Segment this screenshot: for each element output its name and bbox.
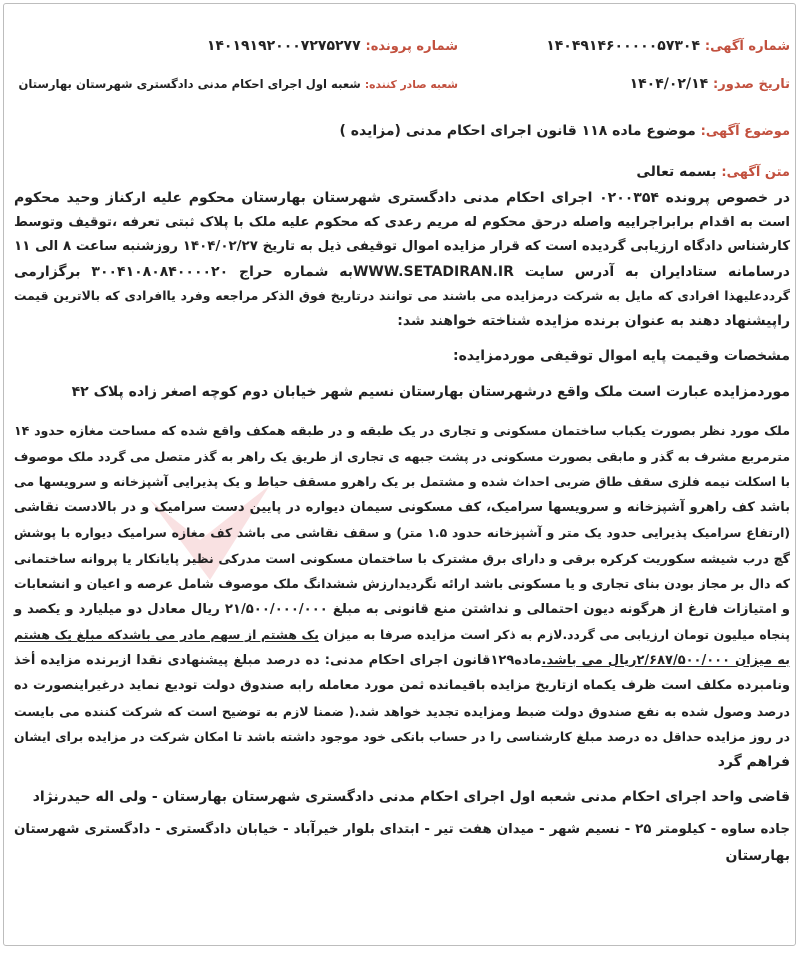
description-line: در روز مزایده حداقل ده درصد مبلغ کارشناسی را در حساب بانکی خود موجود داشته باشد تا امکان شرکت در مزایده برای ایشان <box>14 729 790 744</box>
notice-number-label: شماره آگهی: <box>704 39 790 54</box>
item-section <box>14 380 790 404</box>
subject-line <box>14 119 790 144</box>
case-number-label: شماره پرونده: <box>365 39 458 54</box>
description-line: فراهم گرد <box>717 753 790 770</box>
description-text: ماده۱۲۹قانون اجرای احکام مدنی: ده درصد مبلغ پیشنهادی نقدا ازبرنده مزایده أخذ <box>14 652 542 668</box>
description-line <box>14 648 790 674</box>
underlined-text: به میزان ۲/۶۸۷/۵۰۰/۰۰۰ریال می باشد. <box>541 652 790 668</box>
signature-line: قاضی واحد اجرای احکام مدنی شعبه اول اجرای احکام مدنی دادگستری شهرستان بهارستان - ولی اله حیدرنژاد <box>32 789 790 805</box>
issue-date-value: ۱۴۰۴/۰۲/۱۴ <box>629 76 709 92</box>
description-line: باشد کف راهرو آشپزخانه و سرویسها سرامیک، کف مسکونی سیمان دیواره در پایین دست سرامیک و در بالادست نقاشی <box>14 499 790 515</box>
issue-date-label: تاریخ صدور: <box>713 77 790 92</box>
body-opening: بسمه تعالی <box>636 164 717 180</box>
signature-section <box>14 785 790 809</box>
description-text: پنجاه میلیون تومان ارزیابی می گردد.لازم به ذکر است مزایده صرفا به میزان <box>318 627 790 642</box>
issue-date-field <box>458 72 790 96</box>
subject-label: موضوع آگهی: <box>700 124 790 139</box>
address-line: بهارستان <box>725 848 790 864</box>
issuing-branch-value: شعبه اول اجرای احکام مدنی دادگستری شهرستان بهارستان <box>18 77 361 91</box>
intro-line: است به اقدام برابراجراییه واصله درحق محکوم له مریم رعدی که محکوم علیه ملک با پلاک ثبتی تعرفه ،توقیف وتوسط <box>14 214 790 230</box>
description-line <box>14 622 790 648</box>
address-line: جاده ساوه - کیلومتر ۲۵ - نسیم شهر - میدان هفت تیر - ابتدای بلوار خیرآباد - خیابان دادگستری - دادگستری شهرستان <box>14 822 790 837</box>
description-line: مترمربع مشرف به گذر و مابقی بصورت مسکونی در پشت جبهه ی تجاری از طریق یک راهر به گذر متصل می گردد ملک موصوف <box>14 448 790 464</box>
case-number-value: ۱۴۰۱۹۱۹۲۰۰۰۷۲۷۵۲۷۷ <box>206 38 361 54</box>
specs-heading: مشخصات وقیمت پایه اموال توقیفی موردمزایده: <box>453 348 790 364</box>
description-line: ملک مورد نظر بصورت یکباب ساختمان مسکونی و تجاری در یک طبقه و در طبقه همکف واقع شده که مساحت مغازه حدود ۱۴ <box>14 423 790 438</box>
intro-paragraph <box>14 186 790 334</box>
intro-line: کارشناس دادگاه ارزیابی گردیده است که قرار مزایده اموال توقیفی ذیل به تاریخ ۱۴۰۴/۰۲/۲۷ روزشنبه ساعت ۸ الی ۱۱ <box>14 239 790 255</box>
item-line: موردمزایده عبارت است ملک واقع درشهرستان بهارستان نسیم شهر خیابان دوم کوچه اصغر زاده پلاک ۴۲ <box>71 384 790 400</box>
description-line: و امتیازات فارغ از هرگونه دیون احتمالی و نداشتن منع قانونی به مبلغ ۲۱/۵۰۰/۰۰۰/۰۰۰ ریال معادل دو میلیارد و یکصد و <box>14 601 790 617</box>
description-line: گچ درب شیشه سکوریت کرکره برقی و دارای برق مشترک با ساختمان مسکونی است مدرکی نظیر پایانکار یا پروانه ساختمانی <box>14 550 790 566</box>
issuing-branch-field <box>14 72 458 96</box>
underlined-text: یک هشتم از سهم مادر می باشدکه مبلغ یک هشتم <box>14 627 319 642</box>
case-number-field <box>14 34 458 58</box>
address-section <box>14 816 790 870</box>
description-line: ونامبرده مکلف است ظرف یکماه ازتاریخ مزایده باقیمانده ثمن مورد معامله رابه صندوق دولت تودیع نماید درغیراینصورت ده <box>14 678 790 693</box>
issuing-branch-label: شعبه صادر کننده: <box>364 78 458 91</box>
intro-line: راپیشنهاد دهند به عنوان برنده مزایده شناخته خواهند شد: <box>397 312 790 329</box>
body-label: متن آگهی: <box>721 165 790 180</box>
description-line: درصد وصول شده به نفع صندوق دولت ضبط ومزایده تجدید خواهد شد.( ضمنا لازم به توضیح است که شرکت کننده می بایست <box>14 703 790 719</box>
subject-value: موضوع ماده ۱۱۸ قانون اجرای احکام مدنی (مزایده ) <box>339 123 696 139</box>
description-line: با اسکلت نیمه فلزی سقف طاق ضربی احداث شده و مشتمل بر یک راهرو مسقف حیاط و یک پذیرایی آشپزخانه و سرویسها می <box>14 474 790 489</box>
description-line: (ارتفاع سرامیک پذیرایی حدود یک متر و آشپزخانه حدود ۱.۵ متر) و سقف نقاشی می باشد کف مغازه سرامیک دیواره با پوشش <box>14 525 790 540</box>
subject-section <box>14 119 790 144</box>
header-row-1 <box>14 34 790 58</box>
intro-line: گرددعلیهذا افرادی که مایل به شرکت درمزایده می باشند می توانند درتاریخ فوق الذکر مراجعه وفرد یاافرادی که بالاترین قیمت <box>14 288 790 304</box>
description-paragraph <box>14 418 790 775</box>
body-label-line <box>14 160 790 185</box>
body-label-section <box>14 160 790 185</box>
description-line: که دال بر مجاز بودن بنای تجاری و یا مسکونی باشد ارائه نگردیدارزش ششدانگ ملک موصوف شامل عرصه و اعیان و انشعابات <box>14 576 790 591</box>
intro-line: درسامانه ستادایران به آدرس سایت WWW.SETADIRAN.IRبه شماره حراج ۳۰۰۴۱۰۸۰۸۴۰۰۰۰۲۰ برگزارمی <box>14 263 790 280</box>
intro-line: در خصوص پرونده ۰۲۰۰۳۵۴ اجرای احکام مدنی دادگستری شهرستان بهارستان محکوم علیه ارکناز وحید محکوم <box>14 190 791 206</box>
notice-number-value: ۱۴۰۴۹۱۴۶۰۰۰۰۰۵۷۳۰۴ <box>546 38 700 54</box>
notice-number-field <box>458 34 790 58</box>
header-row-2 <box>14 72 790 96</box>
specs-heading-section <box>14 344 790 368</box>
